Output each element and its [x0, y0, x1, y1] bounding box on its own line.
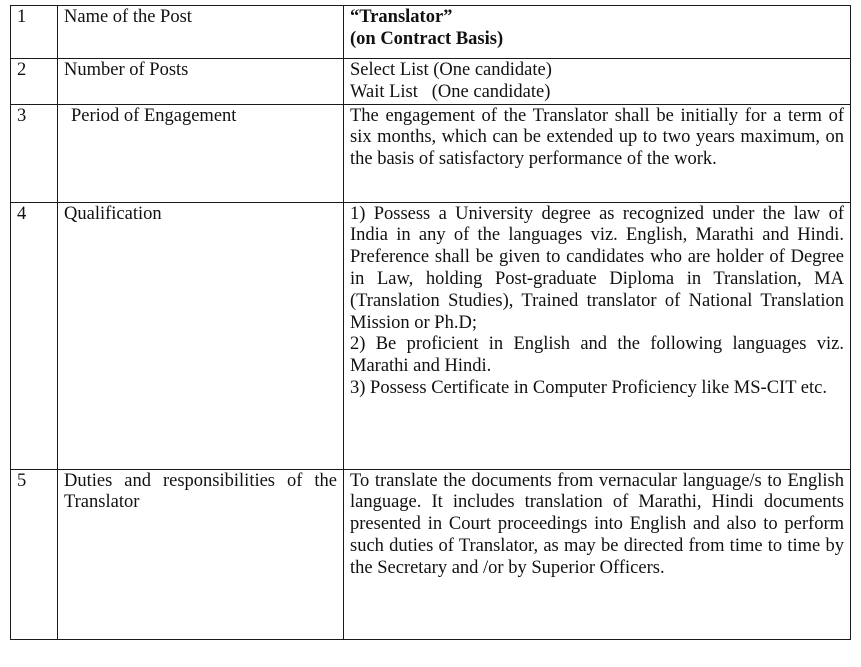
table-row	[11, 202, 851, 469]
table-row	[11, 469, 851, 639]
row-label: Number of Posts	[58, 59, 344, 105]
row-value	[344, 6, 851, 59]
row-value	[344, 202, 851, 469]
row-number: 3	[11, 104, 58, 202]
post-name: “Translator”	[350, 7, 453, 27]
qualification-point-1: 1) Possess a University degree as recognized under the law of India in any of the languages viz. English, Marathi and Hindi. Preference shall be given to candidates who are holder of Degree in Law, holding Post-graduate Diploma in Translation, MA (Translation Studies), Trained translator of National Translation Mission or Ph.D;	[350, 203, 844, 333]
row-label	[58, 469, 344, 639]
row-label: Period of Engagement	[58, 104, 344, 202]
post-basis: (on Contract Basis)	[350, 28, 504, 49]
row-label: Name of the Post	[58, 6, 344, 59]
table-row	[11, 104, 851, 202]
duties-label-text: Duties and responsibilities of the Translator	[64, 470, 337, 513]
duties-text: To translate the documents from vernacular language/s to English language. It includes translation of Marathi, Hindi documents presented in Court proceedings into English and also to perform such duties of Translator, as may be directed from time to time by the Secretary and /or by Superior Officers.	[350, 470, 844, 578]
engagement-period-text: The engagement of the Translator shall be initially for a term of six months, which can be extended up to two years maximum, on the basis of satisfactory performance of the work.	[350, 105, 844, 170]
row-value	[344, 59, 851, 105]
row-number: 5	[11, 469, 58, 639]
row-number: 1	[11, 6, 58, 59]
select-list-text: Select List (One candidate)	[350, 60, 552, 80]
row-value	[344, 104, 851, 202]
row-number: 2	[11, 59, 58, 105]
row-value	[344, 469, 851, 639]
qualification-point-3: 3) Possess Certificate in Computer Proficiency like MS-CIT etc.	[350, 377, 827, 398]
qualification-point-2: 2) Be proficient in English and the following languages viz. Marathi and Hindi.	[350, 334, 844, 377]
row-number: 4	[11, 202, 58, 469]
table-row	[11, 6, 851, 59]
recruitment-details-table	[10, 5, 851, 640]
row-label: Qualification	[58, 202, 344, 469]
table-row	[11, 59, 851, 105]
wait-list-text: Wait List (One candidate)	[350, 81, 551, 102]
